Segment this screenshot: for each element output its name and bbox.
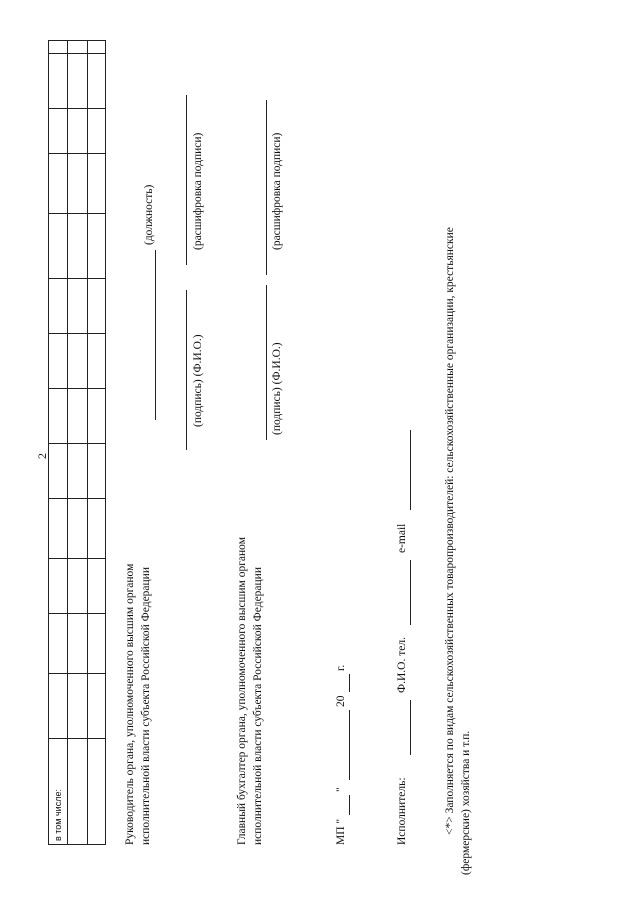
accountant-transcript-label: (расшифровка подписи) [271,132,283,250]
stamp-mp: МП " [335,818,347,845]
executor-email: e-mail [396,523,408,553]
stamp-day-line [349,795,350,815]
accountant-signature-label: (подпись) (Ф.И.О.) [271,342,283,435]
head-position-label: (должность) [143,184,155,245]
executor-line [410,700,411,755]
table-column-divider [49,108,105,109]
head-signature-label: (подпись) (Ф.И.О.) [192,334,204,427]
table-column-divider [49,498,105,499]
stamp-month-line [349,710,350,780]
table-column-divider [49,558,105,559]
executor-email-line [410,430,411,510]
executor-label: Исполнитель: [396,777,408,845]
accountant-title-line1: Главный бухгалтер органа, уполномоченного высшим органом [236,537,248,845]
page-number: 2 [35,453,49,459]
head-signature-line [186,290,187,450]
head-title-line2: исполнительной власти субъекта Российской Федерации [140,567,152,845]
data-table [48,40,106,845]
table-column-divider [49,333,105,334]
footnote-line1: <*> Заполняется по видам сельскохозяйственных товаропроизводителей: сельскохозяйственные организации, крестьянские [444,227,456,835]
footnote-line2: (фермерские) хозяйства и т.п. [460,730,472,875]
accountant-signature-line [266,285,267,440]
stamp-year-suffix: г. [335,664,347,671]
stamp-quote: " [335,787,347,792]
accountant-transcript-line [266,100,267,275]
head-transcript-label: (расшифровка подписи) [192,132,204,250]
table-column-divider [49,153,105,154]
table-column-divider [49,613,105,614]
executor-tel-line [410,560,411,625]
stamp-year-line [349,674,350,692]
executor-fio-tel: Ф.И.О. тел. [396,637,408,693]
table-column-divider [49,388,105,389]
table-column-divider [49,738,105,739]
table-column-divider [49,213,105,214]
stamp-year-prefix: 20 [335,695,347,707]
head-position-line [155,250,156,420]
table-column-divider [49,53,105,54]
accountant-title-line2: исполнительной власти субъекта Российской Федерации [252,567,264,845]
table-column-divider [49,443,105,444]
head-title-line1: Руководитель органа, уполномоченного высшим органом [124,563,136,845]
table-column-divider [49,673,105,674]
table-first-row-label: в том числе: [53,789,63,841]
table-column-divider [49,278,105,279]
head-transcript-line [186,95,187,265]
